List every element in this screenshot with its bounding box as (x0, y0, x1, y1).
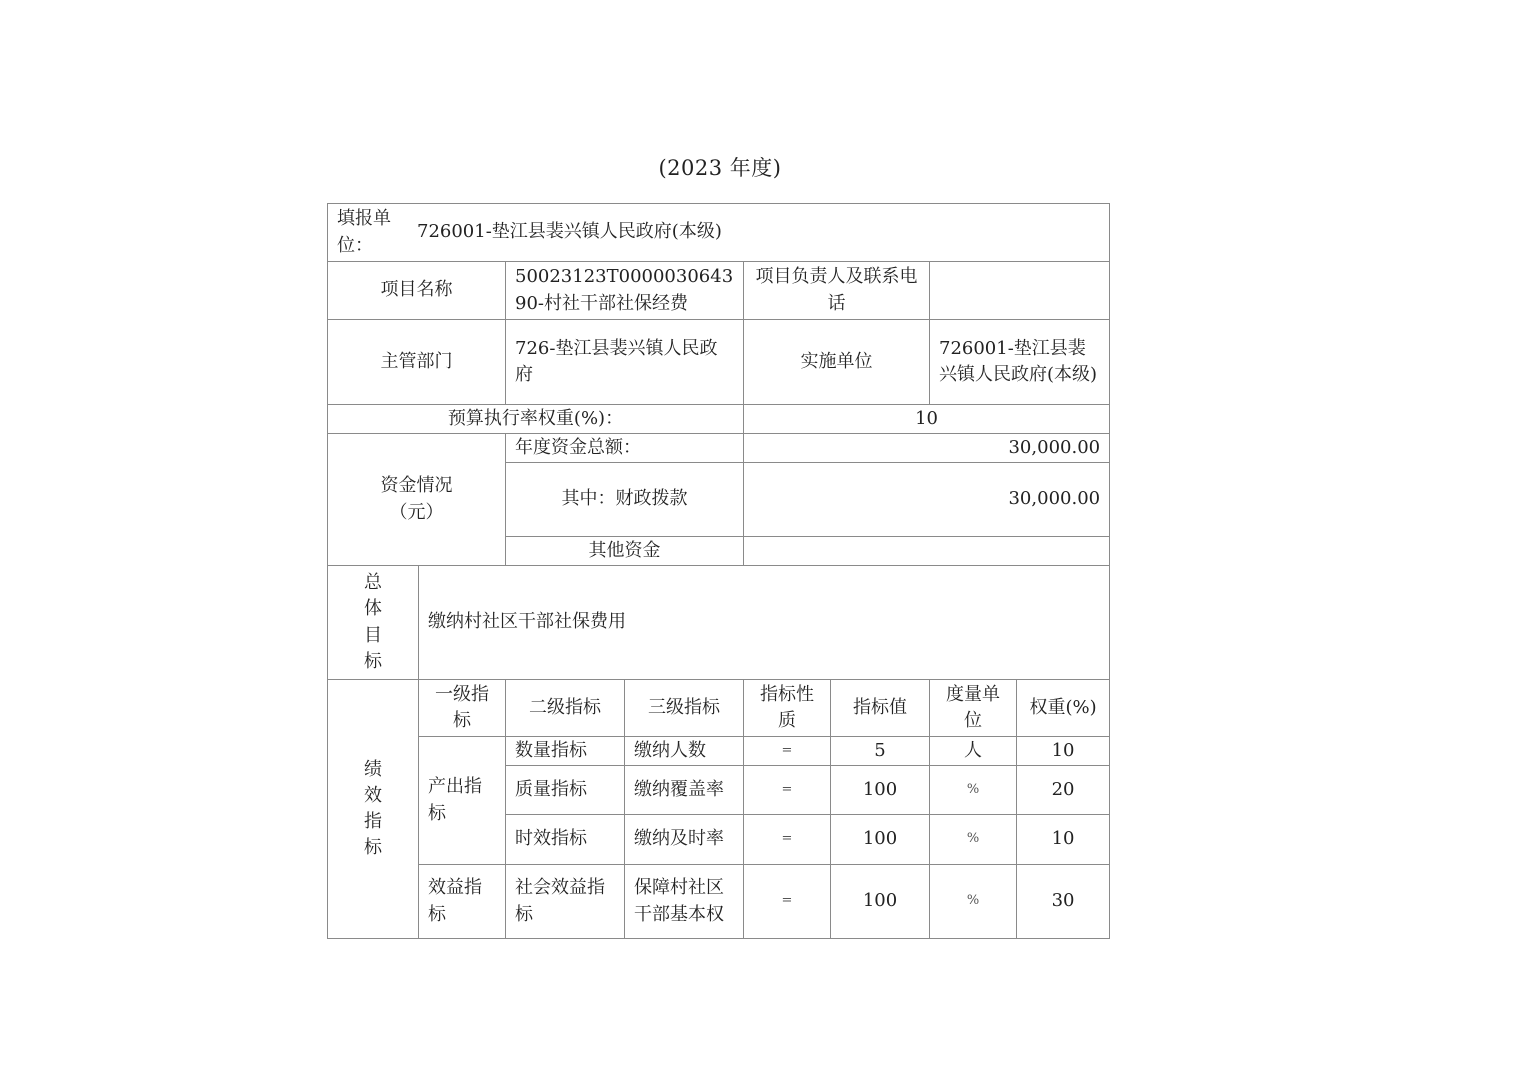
funds-fiscal-value: 30,000.00 (744, 463, 1110, 537)
perf-header-level3: 三级指标 (625, 680, 744, 737)
perf-level3: 缴纳人数 (625, 737, 744, 766)
funds-other-label: 其他资金 (506, 537, 744, 566)
project-performance-form (327, 203, 1110, 939)
unit-row (328, 204, 1110, 262)
budget-weight-label: 预算执行率权重(%)： (328, 405, 744, 434)
table-row (328, 865, 1110, 939)
funds-other-value (744, 537, 1110, 566)
perf-level3: 保障村社区干部基本权 (625, 865, 744, 939)
perf-header-value: 指标值 (831, 680, 930, 737)
page-title: (2023 年度) (658, 156, 782, 180)
budget-weight-value: 10 (744, 405, 1110, 434)
project-contact-label: 项目负责人及联系电话 (744, 262, 930, 320)
perf-level3: 缴纳及时率 (625, 815, 744, 865)
dept-value: 726-垫江县裴兴镇人民政府 (506, 320, 744, 405)
perf-level2: 数量指标 (506, 737, 625, 766)
budget-weight-row (328, 405, 1110, 434)
funds-fiscal-label: 其中：财政拨款 (506, 463, 744, 537)
perf-level3: 缴纳覆盖率 (625, 766, 744, 815)
dept-label: 主管部门 (328, 320, 506, 405)
dept-row (328, 320, 1110, 405)
perf-unit: % (930, 865, 1017, 939)
perf-header-level2: 二级指标 (506, 680, 625, 737)
goal-value: 缴纳村社区干部社保费用 (419, 566, 1110, 680)
funds-total-row (328, 434, 1110, 463)
perf-level1-output: 产出指标 (419, 737, 506, 865)
perf-level1-benefit: 效益指标 (419, 865, 506, 939)
perf-unit: 人 (930, 737, 1017, 766)
perf-unit: % (930, 766, 1017, 815)
perf-level2: 社会效益指标 (506, 865, 625, 939)
unit-label: 填报单位： (337, 208, 391, 256)
perf-weight: 20 (1017, 766, 1110, 815)
perf-nature: = (744, 865, 831, 939)
perf-header-level1: 一级指标 (419, 680, 506, 737)
perf-nature: = (744, 815, 831, 865)
perf-weight: 30 (1017, 865, 1110, 939)
project-row (328, 262, 1110, 320)
goal-label: 总体目标 (328, 566, 419, 680)
perf-value: 100 (831, 815, 930, 865)
perf-nature: = (744, 766, 831, 815)
perf-value: 100 (831, 865, 930, 939)
perf-nature: = (744, 737, 831, 766)
perf-header-nature: 指标性质 (744, 680, 831, 737)
table-row (328, 737, 1110, 766)
perf-header-row (328, 680, 1110, 737)
project-name-label: 项目名称 (328, 262, 506, 320)
funds-total-value: 30,000.00 (744, 434, 1110, 463)
impl-unit-label: 实施单位 (744, 320, 930, 405)
perf-level2: 质量指标 (506, 766, 625, 815)
project-name-value: 50023123T000003064390-村社干部社保经费 (506, 262, 744, 320)
funds-label: 资金情况（元） (328, 434, 506, 566)
perf-header-weight: 权重(%) (1017, 680, 1110, 737)
perf-weight: 10 (1017, 737, 1110, 766)
perf-label: 绩效指标 (328, 680, 419, 939)
perf-unit: % (930, 815, 1017, 865)
perf-value: 5 (831, 737, 930, 766)
perf-value: 100 (831, 766, 930, 815)
funds-total-label: 年度资金总额： (506, 434, 744, 463)
unit-value: 726001-垫江县裴兴镇人民政府(本级) (417, 221, 722, 243)
perf-weight: 10 (1017, 815, 1110, 865)
goal-row (328, 566, 1110, 680)
unit-cell (328, 204, 1110, 262)
perf-header-unit: 度量单位 (930, 680, 1017, 737)
perf-level2: 时效指标 (506, 815, 625, 865)
impl-unit-value: 726001-垫江县裴兴镇人民政府(本级) (930, 320, 1110, 405)
project-contact-value (930, 262, 1110, 320)
